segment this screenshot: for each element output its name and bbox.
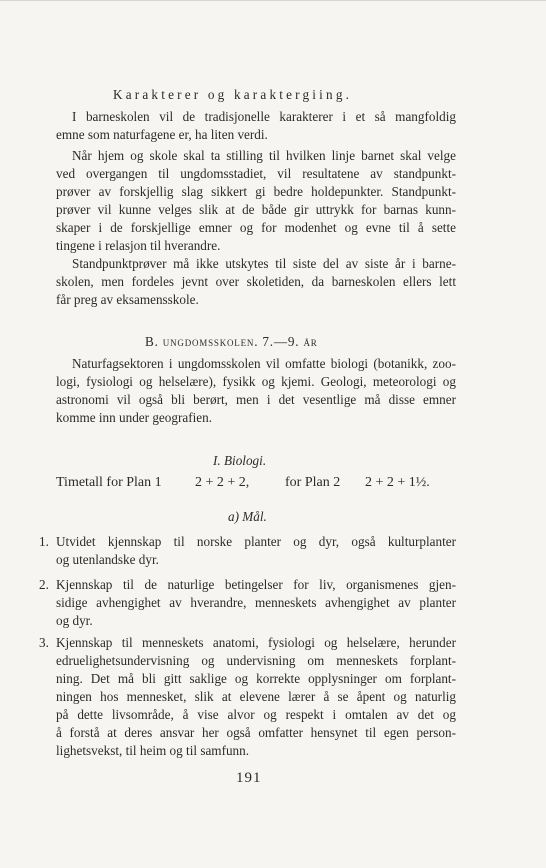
timetable-plan1-hours: 2 + 2 + 2, <box>195 475 250 490</box>
goal-3-line-7: lighetsvekst, til heim og til samfunn. <box>56 743 250 758</box>
para3-line-2: skolen, men fordeles jevnt over skoletiden, da barneskolen ellers lett <box>56 274 456 289</box>
para2-line-4: prøver vil kunne velges slik at de både gir uttrykk for barnas kunn- <box>56 202 456 217</box>
goal-3-line-4: ningen hos mennesket, slik at elevene lærer å se åpent og naturlig <box>56 689 456 704</box>
goal-1-line-2: og utenlandske dyr. <box>56 552 159 567</box>
para2-line-2: ved overgangen til ungdomsstadiet, vil resultatene av standpunkt- <box>56 166 456 181</box>
timetable-label: Timetall for Plan 1 <box>56 475 162 490</box>
goal-2-number: 2. <box>39 577 49 592</box>
para3-line-1: Standpunktprøver må ikke utskytes til siste del av siste år i barne- <box>72 256 456 271</box>
para2-line-6: tingene i relasjon til hverandre. <box>56 238 221 253</box>
goal-1-number: 1. <box>39 534 49 549</box>
para1-line-1: I barneskolen vil de tradisjonelle karakterer i et så mangfoldig <box>72 109 456 124</box>
goal-3-line-5: på dette livsområde, å vise alvor og respekt i omtalen av det og <box>56 707 456 722</box>
para4-line-4: komme inn under geografien. <box>56 410 213 425</box>
para2-line-3: prøver av forskjellig slag sikkert gi bedre holdepunkter. Standpunkt- <box>56 184 456 199</box>
goal-2-line-1: Kjennskap til de naturlige betingelser for liv, organismenes gjen- <box>56 577 456 592</box>
goal-3-line-1: Kjennskap til menneskets anatomi, fysiologi og helselære, herunder <box>56 635 456 650</box>
para3-line-3: får preg av eksamensskole. <box>56 292 199 307</box>
heading-b-ungdomsskolen: B. ungdomsskolen. 7.—9. år <box>145 334 318 349</box>
para4-line-1: Naturfagsektoren i ungdomsskolen vil omfatte biologi (botanikk, zoo- <box>72 356 456 371</box>
goal-2-line-2: sidige avhengighet av hverandre, menneskets avhengighet av planter <box>56 595 456 610</box>
para4-line-3: astronomi vil også bli berørt, men i det vesentlige må disse emner <box>56 392 456 407</box>
para2-line-5: skaper i de forskjellige emner og for modenhet og evne til å sette <box>56 220 456 235</box>
timetable-plan2-label: for Plan 2 <box>285 475 341 490</box>
para1-line-2: emne som naturfagene er, ha liten verdi. <box>56 127 268 142</box>
section-title: Karakterer og karaktergiing. <box>113 87 353 102</box>
goal-3-line-3: ning. Det må bli gitt saklige og korrekte opplysninger om forplant- <box>56 671 456 686</box>
heading-i-biologi: I. Biologi. <box>213 453 267 468</box>
goal-3-line-6: å forstå at deres ansvar her også omfatter hensynet til egen person- <box>56 725 456 740</box>
para2-line-1: Når hjem og skole skal ta stilling til hvilken linje barnet skal velge <box>72 148 456 163</box>
page-number: 191 <box>236 770 262 786</box>
goal-1-line-1: Utvidet kjennskap til norske planter og dyr, også kulturplanter <box>56 534 456 549</box>
para4-line-2: logi, fysiologi og helselære), fysikk og kjemi. Geologi, meteorologi og <box>56 374 456 389</box>
goal-2-line-3: og dyr. <box>56 613 93 628</box>
goal-3-number: 3. <box>39 635 49 650</box>
goal-3-line-2: edruelighetsundervisning og undervisning om menneskets forplant- <box>56 653 456 668</box>
timetable-plan2-hours: 2 + 2 + 1½. <box>365 475 430 490</box>
scan-edge-line <box>0 0 546 1</box>
heading-a-maal: a) Mål. <box>228 509 267 524</box>
